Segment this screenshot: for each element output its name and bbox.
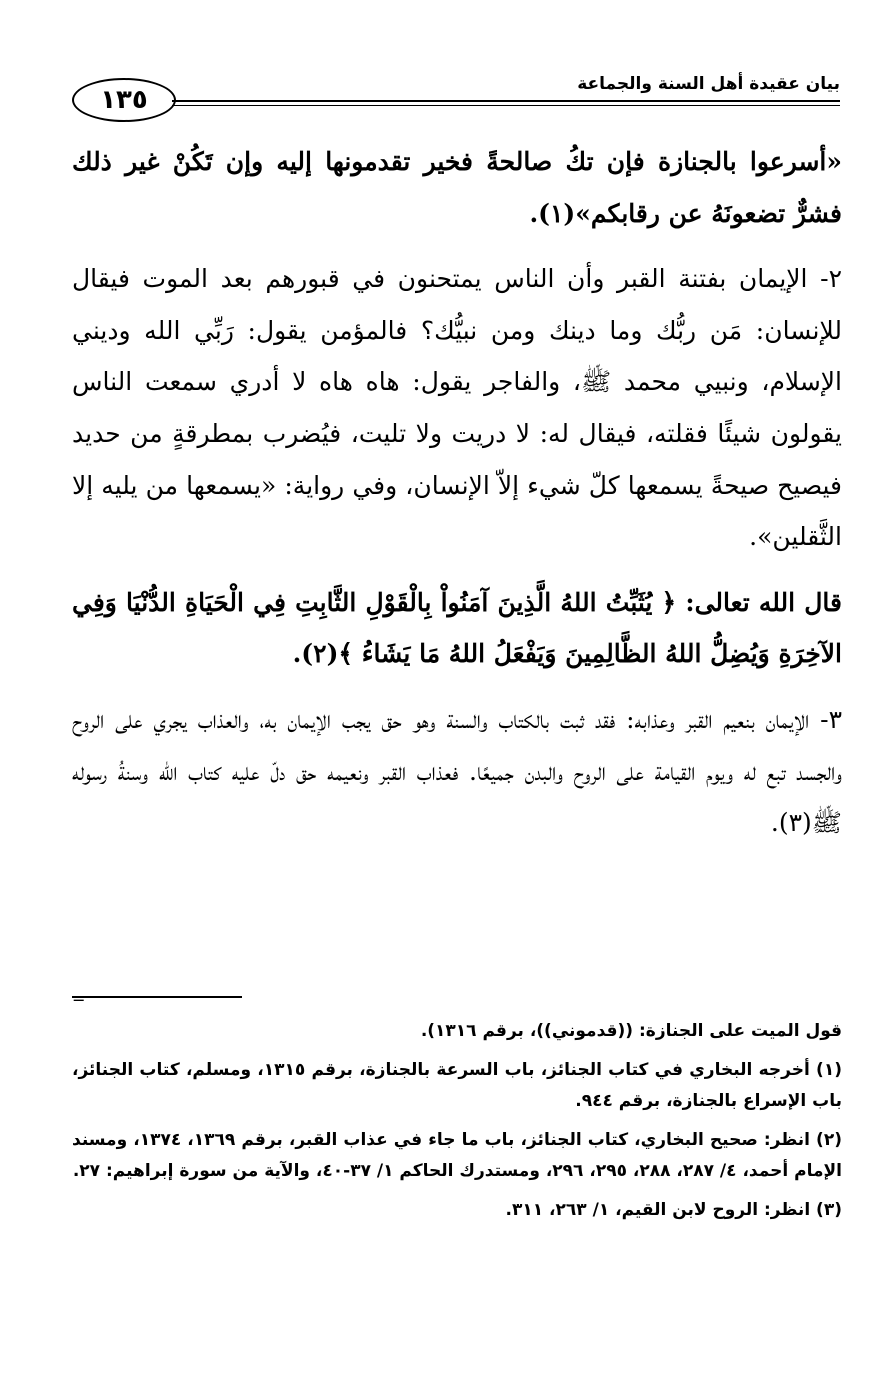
footnote-continuation: قول الميت على الجنازة: ((قدموني))، برقم ١٣١٦). (420, 1021, 842, 1041)
quran-verse-paragraph: قال الله تعالى: ﴿ يُثَبِّتُ اللهُ الَّذِينَ آمَنُواْ بِالْقَوْلِ الثَّابِتِ فِي الْحَيَاةِ الدُّنْيَا وَفِي الآخِرَةِ وَيُضِلُّ اللهُ الظَّالِمِينَ وَيَفْعَلُ اللهُ مَا يَشَاءُ ﴾(٢). (72, 587, 842, 669)
main-text (72, 136, 842, 849)
footnote-3: (٣) انظر: الروح لابن القيم، ١/ ٢٦٣، ٣١١. (505, 1200, 842, 1220)
page-number: ١٣٥ (72, 78, 176, 122)
footnote-2: (٢) انظر: صحيح البخاري، كتاب الجنائز، باب ما جاء في عذاب القبر، برقم ١٣٦٩، ١٣٧٤، ومسند الإمام أحمد، ٤/ ٢٨٧، ٢٨٨، ٢٩٥، ٢٩٦، ومستدرك الحاكم ١/ ٣٧-٤٠، والآية من سورة إبراهيم: ٢٧. (72, 1130, 842, 1181)
page-header (72, 62, 840, 132)
hadith-paragraph: «أسرعوا بالجنازة فإن تكُ صالحةً فخير تقدمونها إليه وإن تَكُنْ غير ذلك فشرٌّ تضعونَهُ عن رقابكم»(١). (72, 147, 842, 228)
header-rule-thin (172, 105, 840, 106)
footnote-separator (72, 996, 242, 998)
header-rule (172, 100, 840, 102)
running-title: بيان عقيدة أهل السنة والجماعة (577, 74, 840, 94)
footnotes (72, 1016, 842, 1234)
paragraph-grave-bliss: ٣- الإيمان بنعيم القبر وعذابه: فقد ثبت بالكتاب والسنة وهو حق يجب الإيمان به، والعذاب يجري على الروح والجسد تبع له ويوم القيامة على الروح والبدن جميعًا. فعذاب القبر ونعيمه حق دلّ عليه كتاب الله وسنةُ رسوله ﷺ(٣). (72, 704, 842, 838)
footnote-1: (١) أخرجه البخاري في كتاب الجنائز، باب السرعة بالجنازة، برقم ١٣١٥، ومسلم، كتاب الجنائز، باب الإسراع بالجنازة، برقم ٩٤٤. (72, 1060, 842, 1111)
footnote-marker: = (72, 989, 86, 1008)
paragraph-grave-trial: ٢- الإيمان بفتنة القبر وأن الناس يمتحنون في قبورهم بعد الموت فيقال للإنسان: مَن ربُّك وما دينك ومن نبيُّك؟ فالمؤمن يقول: رَبِّي الله وديني الإسلام، ونبيي محمد ﷺ، والفاجر يقول: هاه هاه لا أدري سمعت الناس يقولون شيئًا فقلته، فيقال له: لا دريت ولا تليت، فيُضرب بمطرقةٍ من حديد فيصيح صيحةً يسمعها كلّ شيء إلاّ الإنسان، وفي رواية: «يسمعها من يليه إلا الثَّقلين». (72, 264, 842, 552)
